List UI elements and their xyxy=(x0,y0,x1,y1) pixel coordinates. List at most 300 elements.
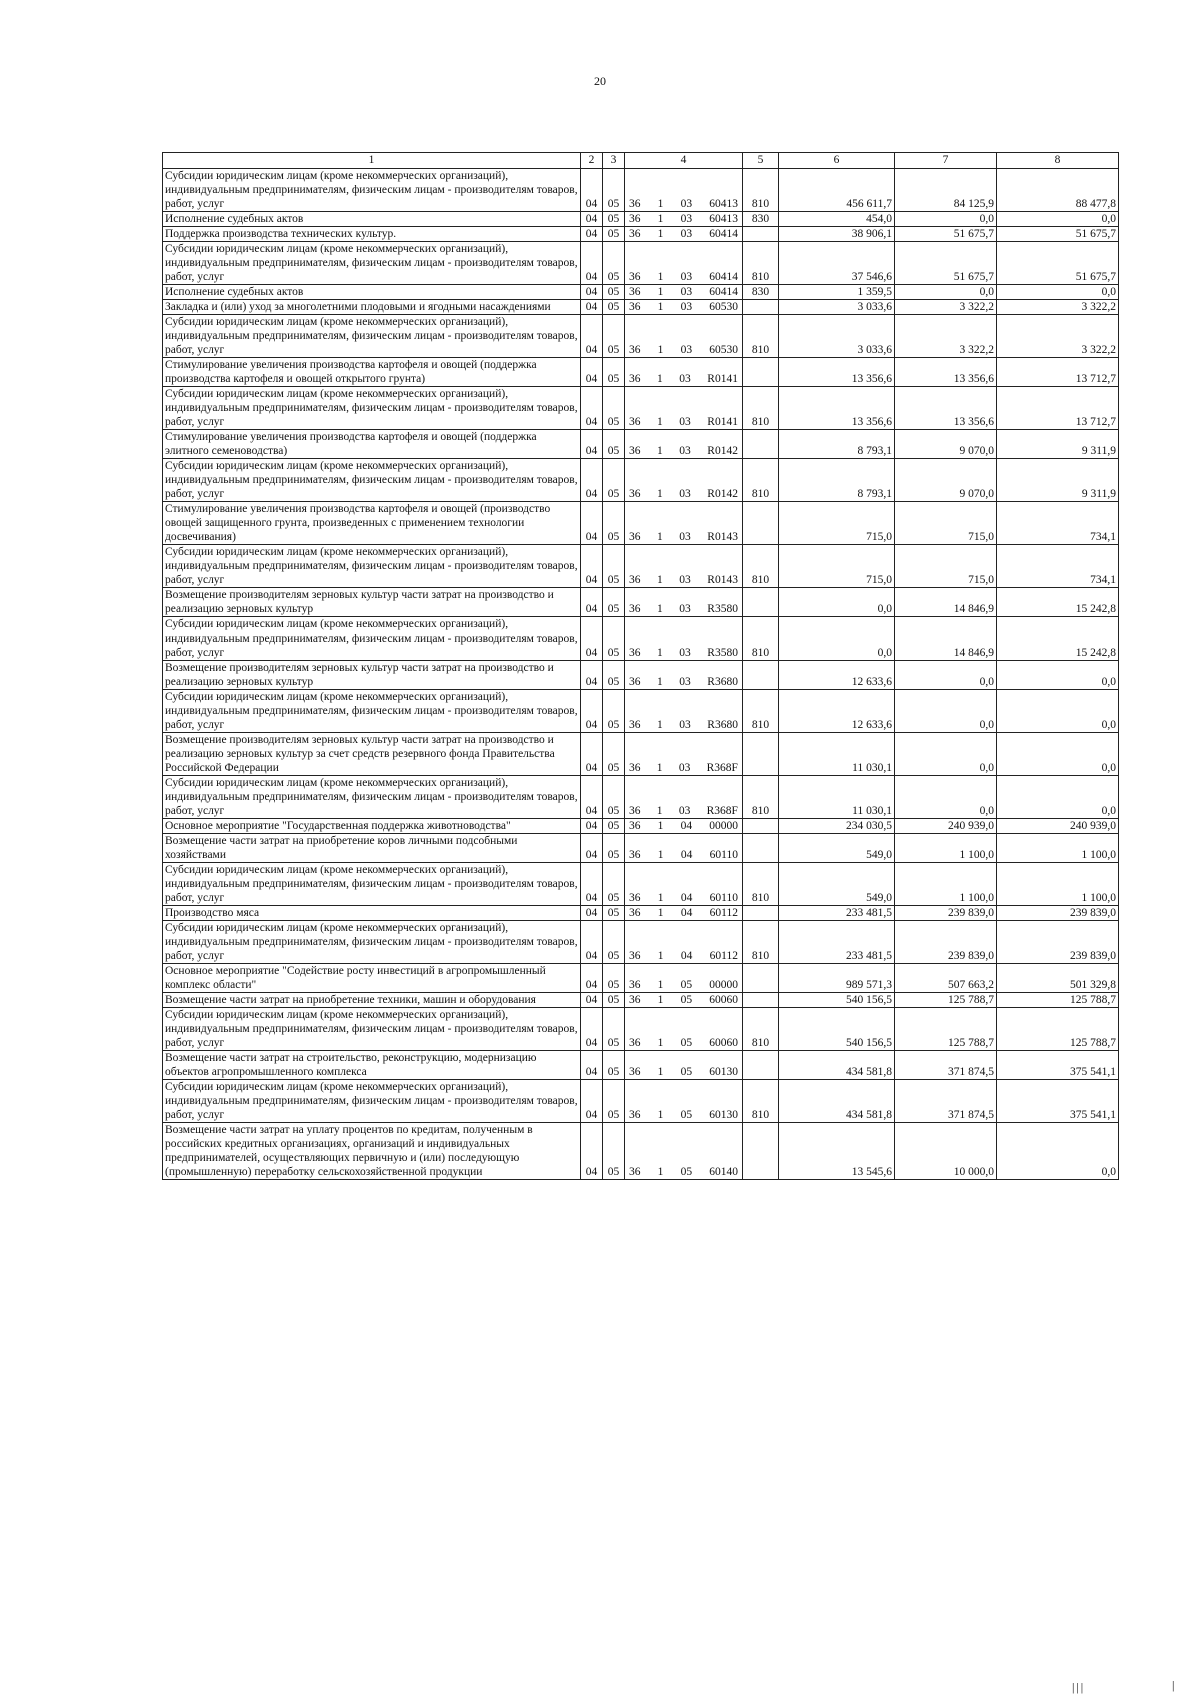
code-part: 03 xyxy=(679,416,691,429)
target-code-cell xyxy=(625,905,743,920)
code-part: 04 xyxy=(680,848,693,861)
target-code-cell xyxy=(625,833,743,862)
target-code-cell xyxy=(625,300,743,315)
table-row xyxy=(163,660,1119,689)
amount-cell: 3 322,2 xyxy=(997,315,1119,358)
amount-cell: 240 939,0 xyxy=(895,818,997,833)
row-name-cell: Субсидии юридическим лицам (кроме некоммерческих организаций), индивидуальным предпринимателям, физическим лицам - производителям товаров, работ, услуг xyxy=(163,315,581,358)
amount-cell: 3 322,2 xyxy=(997,300,1119,315)
code-cell: 04 xyxy=(581,689,603,732)
code-cell: 04 xyxy=(581,459,603,502)
table-row xyxy=(163,227,1119,242)
code-part: 04 xyxy=(680,891,693,904)
code-part: 60413 xyxy=(709,198,738,211)
expense-type-cell xyxy=(743,227,779,242)
code-part: R3580 xyxy=(707,646,738,659)
budget-table xyxy=(162,152,1119,1180)
code-cell: 04 xyxy=(581,212,603,227)
table-row xyxy=(163,459,1119,502)
code-part: 1 xyxy=(657,848,664,861)
amount-cell: 454,0 xyxy=(779,212,895,227)
amount-cell: 434 581,8 xyxy=(779,1079,895,1122)
code-part: 03 xyxy=(679,603,691,616)
table-row xyxy=(163,920,1119,963)
code-cell: 05 xyxy=(603,1007,625,1050)
amount-cell: 0,0 xyxy=(895,775,997,818)
code-part: R0143 xyxy=(707,574,738,587)
row-name-cell: Исполнение судебных актов xyxy=(163,285,581,300)
code-part: 36 xyxy=(629,993,641,1006)
amount-cell: 239 839,0 xyxy=(997,905,1119,920)
amount-cell: 233 481,5 xyxy=(779,920,895,963)
code-cell: 05 xyxy=(603,920,625,963)
code-part: 1 xyxy=(657,574,663,587)
amount-cell: 3 322,2 xyxy=(895,315,997,358)
header-cell: 1 xyxy=(163,153,581,169)
amount-cell: 9 311,9 xyxy=(997,459,1119,502)
code-cell: 04 xyxy=(581,833,603,862)
amount-cell: 51 675,7 xyxy=(997,227,1119,242)
target-code-cell xyxy=(625,862,743,905)
amount-cell: 1 100,0 xyxy=(997,862,1119,905)
row-name-cell: Субсидии юридическим лицам (кроме некоммерческих организаций), индивидуальным предпринимателям, физическим лицам - производителям товаров, работ, услуг xyxy=(163,545,581,588)
code-part: 60530 xyxy=(709,344,738,357)
code-part: 60414 xyxy=(709,286,738,299)
target-code-cell xyxy=(625,212,743,227)
amount-cell: 125 788,7 xyxy=(895,992,997,1007)
amount-cell: 37 546,6 xyxy=(779,242,895,285)
amount-cell: 434 581,8 xyxy=(779,1050,895,1079)
amount-cell: 0,0 xyxy=(895,285,997,300)
code-cell: 04 xyxy=(581,242,603,285)
amount-cell: 0,0 xyxy=(997,660,1119,689)
expense-type-cell xyxy=(743,300,779,315)
amount-cell: 0,0 xyxy=(779,588,895,617)
expense-type-cell xyxy=(743,502,779,545)
code-part: 1 xyxy=(657,271,664,284)
target-code-cell xyxy=(625,660,743,689)
amount-cell: 13 712,7 xyxy=(997,358,1119,387)
target-code-cell xyxy=(625,1079,743,1122)
code-part: 36 xyxy=(629,1065,641,1078)
row-name-cell: Субсидии юридическим лицам (кроме некоммерческих организаций), индивидуальным предпринимателям, физическим лицам - производителям товаров, работ, услуг xyxy=(163,1079,581,1122)
amount-cell: 734,1 xyxy=(997,502,1119,545)
code-part: 36 xyxy=(629,949,641,962)
amount-cell: 11 030,1 xyxy=(779,732,895,775)
row-name-cell: Субсидии юридическим лицам (кроме некоммерческих организаций), индивидуальным предпринимателям, физическим лицам - производителям товаров, работ, услуг xyxy=(163,689,581,732)
code-cell: 04 xyxy=(581,732,603,775)
table-row xyxy=(163,617,1119,660)
expense-type-cell: 810 xyxy=(743,545,779,588)
code-part: R368F xyxy=(706,804,738,817)
code-cell: 04 xyxy=(581,285,603,300)
amount-cell: 0,0 xyxy=(997,285,1119,300)
code-part: 03 xyxy=(679,488,691,501)
code-part: 60413 xyxy=(709,213,738,226)
amount-cell: 0,0 xyxy=(895,689,997,732)
amount-cell: 9 070,0 xyxy=(895,430,997,459)
target-code-cell xyxy=(625,227,743,242)
code-part: 00000 xyxy=(709,978,738,991)
amount-cell: 125 788,7 xyxy=(895,1007,997,1050)
code-cell: 05 xyxy=(603,689,625,732)
amount-cell: 0,0 xyxy=(997,212,1119,227)
expense-type-cell xyxy=(743,905,779,920)
code-part: 36 xyxy=(629,978,641,991)
code-part: 05 xyxy=(680,1166,693,1179)
expense-type-cell xyxy=(743,430,779,459)
code-cell: 05 xyxy=(603,905,625,920)
expense-type-cell xyxy=(743,963,779,992)
code-cell: 04 xyxy=(581,905,603,920)
expense-type-cell: 810 xyxy=(743,169,779,212)
row-name-cell: Субсидии юридическим лицам (кроме некоммерческих организаций), индивидуальным предпринимателям, физическим лицам - производителям товаров, работ, услуг xyxy=(163,242,581,285)
target-code-cell xyxy=(625,775,743,818)
code-part: 36 xyxy=(629,344,641,357)
row-name-cell: Поддержка производства технических культур. xyxy=(163,227,581,242)
expense-type-cell xyxy=(743,1050,779,1079)
expense-type-cell xyxy=(743,992,779,1007)
target-code-cell xyxy=(625,430,743,459)
table-row xyxy=(163,588,1119,617)
target-code-cell xyxy=(625,1007,743,1050)
code-cell: 05 xyxy=(603,1123,625,1180)
table-row xyxy=(163,502,1119,545)
target-code-cell xyxy=(625,920,743,963)
code-part: 60060 xyxy=(709,993,738,1006)
expense-type-cell: 810 xyxy=(743,775,779,818)
code-part: 03 xyxy=(679,373,691,386)
code-part: 60414 xyxy=(709,271,738,284)
code-part: 36 xyxy=(629,819,641,832)
row-name-cell: Исполнение судебных актов xyxy=(163,212,581,227)
row-name-cell: Возмещение производителям зерновых культур части затрат на производство и реализацию зерновых культур xyxy=(163,660,581,689)
amount-cell: 14 846,9 xyxy=(895,588,997,617)
code-part: 03 xyxy=(680,228,693,241)
code-part: 36 xyxy=(629,531,641,544)
amount-cell: 9 070,0 xyxy=(895,459,997,502)
code-part: 36 xyxy=(629,445,641,458)
code-part: 1 xyxy=(657,213,664,226)
table-row xyxy=(163,169,1119,212)
amount-cell: 1 100,0 xyxy=(895,833,997,862)
code-part: 36 xyxy=(629,228,641,241)
code-cell: 04 xyxy=(581,545,603,588)
expense-type-cell: 810 xyxy=(743,1079,779,1122)
code-part: 1 xyxy=(657,228,664,241)
code-part: 04 xyxy=(680,949,693,962)
code-part: 36 xyxy=(629,804,641,817)
code-part: 03 xyxy=(678,761,691,774)
amount-cell: 13 356,6 xyxy=(779,387,895,430)
code-part: 60060 xyxy=(709,1036,738,1049)
code-part: 1 xyxy=(657,906,664,919)
code-part: 1 xyxy=(657,1065,664,1078)
code-cell: 05 xyxy=(603,545,625,588)
code-part: 03 xyxy=(680,344,693,357)
code-part: 03 xyxy=(679,445,691,458)
expense-type-cell xyxy=(743,732,779,775)
code-part: 1 xyxy=(657,416,663,429)
amount-cell: 0,0 xyxy=(997,1123,1119,1180)
amount-cell: 371 874,5 xyxy=(895,1050,997,1079)
code-cell: 04 xyxy=(581,963,603,992)
header-cell: 8 xyxy=(997,153,1119,169)
code-part: 36 xyxy=(629,848,641,861)
table-row xyxy=(163,1079,1119,1122)
code-part: 03 xyxy=(680,198,693,211)
table-row xyxy=(163,1050,1119,1079)
row-name-cell: Возмещение производителям зерновых культур части затрат на производство и реализацию зерновых культур xyxy=(163,588,581,617)
amount-cell: 1 100,0 xyxy=(895,862,997,905)
table-row xyxy=(163,300,1119,315)
code-cell: 04 xyxy=(581,1079,603,1122)
table-row xyxy=(163,775,1119,818)
row-name-cell: Стимулирование увеличения производства картофеля и овощей (поддержка производства картофеля и овощей открытого грунта) xyxy=(163,358,581,387)
amount-cell: 456 611,7 xyxy=(779,169,895,212)
code-part: 03 xyxy=(679,574,691,587)
code-part: 1 xyxy=(657,949,664,962)
row-name-cell: Закладка и (или) уход за многолетними плодовыми и ягодными насаждениями xyxy=(163,300,581,315)
code-part: R3680 xyxy=(707,718,738,731)
table-row xyxy=(163,1007,1119,1050)
table-row xyxy=(163,545,1119,588)
code-cell: 05 xyxy=(603,212,625,227)
code-part: 36 xyxy=(629,603,641,616)
code-cell: 04 xyxy=(581,920,603,963)
amount-cell: 715,0 xyxy=(779,545,895,588)
code-part: 03 xyxy=(679,675,691,688)
code-cell: 05 xyxy=(603,358,625,387)
code-cell: 05 xyxy=(603,459,625,502)
footer-mark: ||| xyxy=(1072,1680,1086,1694)
amount-cell: 375 541,1 xyxy=(997,1050,1119,1079)
target-code-cell xyxy=(625,459,743,502)
row-name-cell: Основное мероприятие "Содействие росту инвестиций в агропромышленный комплекс области" xyxy=(163,963,581,992)
code-cell: 05 xyxy=(603,833,625,862)
code-cell: 05 xyxy=(603,387,625,430)
table-row xyxy=(163,818,1119,833)
amount-cell: 13 545,6 xyxy=(779,1123,895,1180)
expense-type-cell xyxy=(743,588,779,617)
code-part: 03 xyxy=(680,271,693,284)
amount-cell: 13 356,6 xyxy=(895,358,997,387)
table-header-row xyxy=(163,153,1119,169)
code-cell: 05 xyxy=(603,862,625,905)
expense-type-cell: 810 xyxy=(743,387,779,430)
amount-cell: 375 541,1 xyxy=(997,1079,1119,1122)
amount-cell: 11 030,1 xyxy=(779,775,895,818)
table-row xyxy=(163,992,1119,1007)
amount-cell: 239 839,0 xyxy=(895,905,997,920)
code-part: 36 xyxy=(629,1166,641,1179)
code-part: 1 xyxy=(657,891,664,904)
row-name-cell: Субсидии юридическим лицам (кроме некоммерческих организаций), индивидуальным предпринимателям, физическим лицам - производителям товаров, работ, услуг xyxy=(163,169,581,212)
code-part: 1 xyxy=(657,675,663,688)
expense-type-cell: 810 xyxy=(743,862,779,905)
expense-type-cell: 810 xyxy=(743,920,779,963)
table-row xyxy=(163,689,1119,732)
code-part: 03 xyxy=(679,718,691,731)
code-part: 36 xyxy=(629,675,641,688)
amount-cell: 51 675,7 xyxy=(997,242,1119,285)
amount-cell: 507 663,2 xyxy=(895,963,997,992)
code-cell: 04 xyxy=(581,300,603,315)
code-part: 36 xyxy=(629,198,641,211)
code-part: 1 xyxy=(657,1109,664,1122)
amount-cell: 0,0 xyxy=(997,775,1119,818)
row-name-cell: Возмещение производителям зерновых культур части затрат на производство и реализацию зерновых культур за счет средств резервного фонда Правительства Российской Федерации xyxy=(163,732,581,775)
table-body xyxy=(163,169,1119,1180)
code-part: 36 xyxy=(629,1109,641,1122)
code-part: 60130 xyxy=(709,1065,738,1078)
target-code-cell xyxy=(625,818,743,833)
code-part: 1 xyxy=(657,531,663,544)
amount-cell: 1 100,0 xyxy=(997,833,1119,862)
amount-cell: 13 356,6 xyxy=(895,387,997,430)
row-name-cell: Субсидии юридическим лицам (кроме некоммерческих организаций), индивидуальным предпринимателям, физическим лицам - производителям товаров, работ, услуг xyxy=(163,1007,581,1050)
code-cell: 05 xyxy=(603,1079,625,1122)
target-code-cell xyxy=(625,387,743,430)
amount-cell: 125 788,7 xyxy=(997,992,1119,1007)
code-cell: 05 xyxy=(603,818,625,833)
code-part: 1 xyxy=(656,804,663,817)
row-name-cell: Субсидии юридическим лицам (кроме некоммерческих организаций), индивидуальным предпринимателям, физическим лицам - производителям товаров, работ, услуг xyxy=(163,775,581,818)
code-cell: 05 xyxy=(603,992,625,1007)
code-part: 1 xyxy=(657,445,663,458)
code-part: 60112 xyxy=(709,906,738,919)
code-part: 1 xyxy=(657,718,663,731)
code-cell: 04 xyxy=(581,660,603,689)
code-part: 36 xyxy=(629,1036,641,1049)
expense-type-cell: 810 xyxy=(743,315,779,358)
row-name-cell: Основное мероприятие "Государственная поддержка животноводства" xyxy=(163,818,581,833)
target-code-cell xyxy=(625,358,743,387)
amount-cell: 12 633,6 xyxy=(779,689,895,732)
code-cell: 04 xyxy=(581,617,603,660)
amount-cell: 715,0 xyxy=(895,502,997,545)
code-cell: 05 xyxy=(603,227,625,242)
target-code-cell xyxy=(625,617,743,660)
code-cell: 05 xyxy=(603,1050,625,1079)
amount-cell: 51 675,7 xyxy=(895,242,997,285)
amount-cell: 0,0 xyxy=(895,212,997,227)
amount-cell: 3 033,6 xyxy=(779,315,895,358)
expense-type-cell: 830 xyxy=(743,285,779,300)
target-code-cell xyxy=(625,242,743,285)
target-code-cell xyxy=(625,992,743,1007)
code-cell: 04 xyxy=(581,992,603,1007)
row-name-cell: Возмещение части затрат на приобретение техники, машин и оборудования xyxy=(163,992,581,1007)
code-cell: 05 xyxy=(603,588,625,617)
code-part: 1 xyxy=(657,198,664,211)
code-cell: 04 xyxy=(581,387,603,430)
code-cell: 05 xyxy=(603,242,625,285)
code-part: 36 xyxy=(629,906,641,919)
code-part: 05 xyxy=(680,1065,693,1078)
expense-type-cell xyxy=(743,358,779,387)
code-cell: 04 xyxy=(581,1123,603,1180)
row-name-cell: Возмещение части затрат на уплату процентов по кредитам, полученным в российских кредитных организациях, организаций и индивидуальных предпринимателей, осуществляющих первичную и (или) последующую (промышленную) переработку сельскохозяйственной продукции xyxy=(163,1123,581,1180)
expense-type-cell: 810 xyxy=(743,617,779,660)
code-part: 1 xyxy=(657,344,664,357)
amount-cell: 501 329,8 xyxy=(997,963,1119,992)
table-row xyxy=(163,212,1119,227)
amount-cell: 540 156,5 xyxy=(779,992,895,1007)
code-part: 03 xyxy=(678,804,691,817)
amount-cell: 84 125,9 xyxy=(895,169,997,212)
amount-cell: 12 633,6 xyxy=(779,660,895,689)
target-code-cell xyxy=(625,732,743,775)
code-part: 03 xyxy=(679,531,691,544)
row-name-cell: Стимулирование увеличения производства картофеля и овощей (производство овощей защищенного грунта, произведенных с применением технологии досвечивания) xyxy=(163,502,581,545)
amount-cell: 3 322,2 xyxy=(895,300,997,315)
code-part: R0142 xyxy=(707,488,738,501)
footer-tick: | xyxy=(1172,1678,1175,1692)
table-row xyxy=(163,285,1119,300)
amount-cell: 715,0 xyxy=(779,502,895,545)
code-part: R0141 xyxy=(707,416,738,429)
code-cell: 04 xyxy=(581,502,603,545)
code-part: 60140 xyxy=(709,1166,738,1179)
code-part: 03 xyxy=(680,286,693,299)
target-code-cell xyxy=(625,315,743,358)
code-part: 1 xyxy=(657,1036,664,1049)
header-cell: 2 xyxy=(581,153,603,169)
row-name-cell: Субсидии юридическим лицам (кроме некоммерческих организаций), индивидуальным предпринимателям, физическим лицам - производителям товаров, работ, услуг xyxy=(163,920,581,963)
amount-cell: 9 311,9 xyxy=(997,430,1119,459)
code-part: 1 xyxy=(657,819,664,832)
code-cell: 05 xyxy=(603,315,625,358)
table-row xyxy=(163,963,1119,992)
code-part: 04 xyxy=(680,819,693,832)
header-cell: 6 xyxy=(779,153,895,169)
table-row xyxy=(163,387,1119,430)
code-part: 36 xyxy=(629,213,641,226)
expense-type-cell: 810 xyxy=(743,459,779,502)
table-row xyxy=(163,315,1119,358)
code-cell: 05 xyxy=(603,502,625,545)
code-part: 36 xyxy=(629,574,641,587)
amount-cell: 715,0 xyxy=(895,545,997,588)
header-cell: 5 xyxy=(743,153,779,169)
code-part: 36 xyxy=(629,488,641,501)
code-part: 36 xyxy=(629,761,641,774)
code-part: 60110 xyxy=(709,891,738,904)
amount-cell: 540 156,5 xyxy=(779,1007,895,1050)
amount-cell: 8 793,1 xyxy=(779,430,895,459)
code-cell: 04 xyxy=(581,1050,603,1079)
table-row xyxy=(163,862,1119,905)
code-part: 60530 xyxy=(709,301,738,314)
code-cell: 04 xyxy=(581,358,603,387)
code-part: 60130 xyxy=(709,1109,738,1122)
target-code-cell xyxy=(625,588,743,617)
target-code-cell xyxy=(625,689,743,732)
code-cell: 04 xyxy=(581,315,603,358)
code-part: 03 xyxy=(680,301,693,314)
header-cell: 4 xyxy=(625,153,743,169)
row-name-cell: Субсидии юридическим лицам (кроме некоммерческих организаций), индивидуальным предпринимателям, физическим лицам - производителям товаров, работ, услуг xyxy=(163,387,581,430)
code-part: 05 xyxy=(680,993,693,1006)
code-part: 1 xyxy=(657,373,663,386)
code-part: 36 xyxy=(629,286,641,299)
amount-cell: 14 846,9 xyxy=(895,617,997,660)
row-name-cell: Производство мяса xyxy=(163,905,581,920)
table-row xyxy=(163,833,1119,862)
expense-type-cell xyxy=(743,660,779,689)
row-name-cell: Субсидии юридическим лицам (кроме некоммерческих организаций), индивидуальным предпринимателям, физическим лицам - производителям товаров, работ, услуг xyxy=(163,617,581,660)
